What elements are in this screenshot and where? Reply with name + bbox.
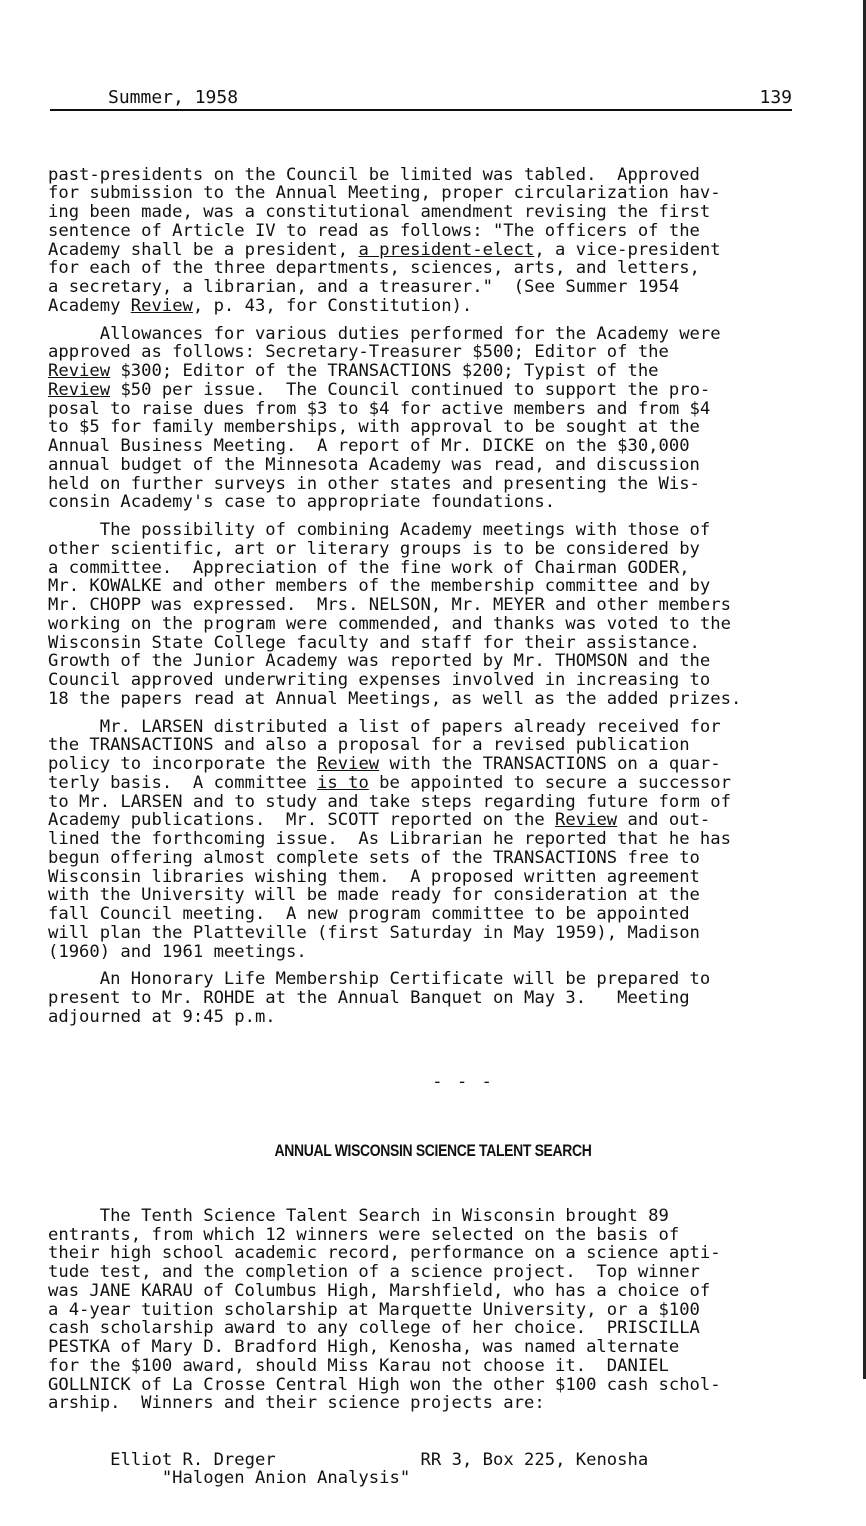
text-line <box>48 615 818 634</box>
section-separator: - - - <box>432 1072 494 1092</box>
text-run: The Tenth Science Talent Search in Wisconsin brought 89 <box>48 1205 669 1226</box>
text-line <box>48 652 818 671</box>
talent-search-paragraph <box>48 1207 818 1413</box>
text-run: and out- <box>617 810 711 831</box>
text-run: annual budget of the Minnesota Academy was read, and discussion <box>48 454 700 475</box>
text-line <box>48 736 818 755</box>
indent <box>48 1450 110 1470</box>
text-line <box>48 849 818 868</box>
text-line <box>48 540 818 559</box>
text-run: Academy shall be a president, <box>48 239 359 260</box>
text-line <box>48 475 818 494</box>
header-rule <box>50 109 792 111</box>
text-run: (1960) and 1961 meetings. <box>48 941 307 962</box>
paragraph <box>48 970 818 1026</box>
text-run: other scientific, art or literary groups is to be considered by <box>48 538 700 559</box>
indent <box>48 1468 162 1488</box>
text-run: the TRANSACTIONS and also a proposal for a revised publication <box>48 735 690 756</box>
text-run: Growth of the Junior Academy was reported by Mr. THOMSON and the <box>48 651 711 672</box>
text-run: Annual Business Meeting. A report of Mr. DICKE on the $30,000 <box>48 436 690 456</box>
text-run: PESTKA of Mary D. Bradford High, Kenosha, was named alternate <box>48 1337 680 1357</box>
winner-name: Elliot R. Dreger <box>110 1449 276 1470</box>
paragraph <box>48 166 818 316</box>
text-run: lined the forthcoming issue. As Librarian he reported that he has <box>48 829 731 849</box>
underlined-text: a president-elect <box>358 239 535 260</box>
underlined-text: Review <box>130 295 193 316</box>
text-line <box>48 596 818 615</box>
text-run: Mr. CHOPP was expressed. Mrs. NELSON, Mr. MEYER and other members <box>48 595 731 615</box>
text-line <box>48 222 818 241</box>
text-line <box>48 259 818 278</box>
text-line <box>48 634 818 653</box>
text-run: Wisconsin libraries wishing them. A proposed written agreement <box>48 866 700 887</box>
text-run: adjourned at 9:45 p.m. <box>48 1006 276 1027</box>
paragraph <box>48 718 818 962</box>
text-run: for each of the three departments, sciences, arts, and letters, <box>48 258 700 279</box>
text-line <box>48 1394 818 1413</box>
text-run: arship. Winners and their science projects are: <box>48 1393 545 1414</box>
text-run: Academy publications. Mr. SCOTT reported on the <box>48 810 556 831</box>
text-run: Mr. LARSEN distributed a list of papers already received for <box>48 716 721 737</box>
paragraph <box>48 521 818 709</box>
text-run: for submission to the Annual Meeting, proper circularization hav- <box>48 183 721 204</box>
text-line <box>48 1376 818 1395</box>
text-line <box>48 1319 818 1338</box>
text-run: a secretary, a librarian, and a treasurer." (See Summer 1954 <box>48 277 680 297</box>
text-line <box>48 241 818 260</box>
text-run: to Mr. LARSEN and to study and take steps regarding future form of <box>48 791 731 812</box>
text-line <box>48 1263 818 1282</box>
text-line <box>48 381 818 400</box>
text-line <box>48 830 818 849</box>
text-run: Academy <box>48 295 131 316</box>
column-gap <box>276 1450 421 1470</box>
council-minutes <box>48 166 818 1027</box>
text-run: past-presidents on the Council be limited was tabled. Approved <box>48 164 700 185</box>
text-run: , p. 43, for Constitution). <box>192 295 473 316</box>
text-run: held on further surveys in other states and presenting the Wis- <box>48 473 700 494</box>
text-run: approved as follows: Secretary-Treasurer $500; Editor of the <box>48 342 669 363</box>
text-run: sentence of Article IV to read as follows: "The officers of the <box>48 220 700 241</box>
underlined-text: Review <box>48 361 111 381</box>
text-line <box>48 1301 818 1320</box>
text-line <box>48 943 818 962</box>
text-line <box>48 793 818 812</box>
text-line <box>48 1244 818 1263</box>
text-line <box>48 1338 818 1357</box>
text-line <box>48 868 818 887</box>
text-run: their high school academic record, performance on a science apti- <box>48 1243 721 1264</box>
text-run: Mr. KOWALKE and other members of the membership committee and by <box>48 576 711 597</box>
page-number: 139 <box>759 87 792 108</box>
text-line <box>48 362 818 381</box>
text-line <box>48 400 818 419</box>
text-line <box>48 325 818 344</box>
text-run: working on the program were commended, and thanks was voted to the <box>48 613 731 634</box>
text-line <box>48 1207 818 1226</box>
text-line <box>48 755 818 774</box>
text-line <box>48 1357 818 1376</box>
winner-address: RR 3, Box 225, Kenosha <box>420 1449 649 1470</box>
paragraph <box>48 325 818 513</box>
text-line <box>48 924 818 943</box>
body-text <box>48 128 818 1526</box>
text-run: a 4-year tuition scholarship at Marquette University, or a $100 <box>48 1299 700 1320</box>
text-line <box>48 418 818 437</box>
text-line <box>48 1008 818 1027</box>
text-line <box>48 203 818 222</box>
text-run: was JANE KARAU of Columbus High, Marshfield, who has a choice of <box>48 1280 711 1301</box>
text-line <box>48 970 818 989</box>
text-line <box>48 886 818 905</box>
text-line <box>48 1282 818 1301</box>
text-line <box>48 690 818 709</box>
text-line <box>48 184 818 203</box>
text-line <box>48 493 818 512</box>
text-line <box>48 905 818 924</box>
text-run: policy to incorporate the <box>48 754 318 774</box>
text-run: ing been made, was a constitutional amendment revising the first <box>48 202 711 222</box>
section-title: ANNUAL WISCONSIN SCIENCE TALENT SEARCH <box>274 1141 592 1161</box>
underlined-text: is to <box>317 772 369 793</box>
text-line <box>48 989 818 1008</box>
text-line <box>48 671 818 690</box>
text-line <box>48 559 818 578</box>
underlined-text: Review <box>555 810 618 831</box>
text-run: tude test, and the completion of a science project. Top winner <box>48 1262 700 1282</box>
text-run: The possibility of combining Academy meetings with those of <box>48 520 711 540</box>
text-run: Council approved underwriting expenses involved in increasing to <box>48 670 711 690</box>
text-line <box>48 343 818 362</box>
text-run: begun offering almost complete sets of the TRANSACTIONS free to <box>48 847 700 868</box>
text-run: entrants, from which 12 winners were selected on the basis of <box>48 1224 680 1245</box>
text-run: Allowances for various duties performed for the Academy were <box>48 323 721 344</box>
winner-entry <box>48 1451 818 1470</box>
text-line <box>48 278 818 297</box>
text-run: $300; Editor of the TRANSACTIONS $200; Typist of the <box>110 361 659 381</box>
text-run: posal to raise dues from $3 to $4 for active members and from $4 <box>48 398 711 419</box>
text-run: present to Mr. ROHDE at the Annual Banquet on May 3. Meeting <box>48 988 690 1008</box>
text-run: to $5 for family memberships, with approval to be sought at the <box>48 417 700 438</box>
text-line <box>48 811 818 830</box>
text-run: , a vice-president <box>534 239 721 260</box>
text-run: fall Council meeting. A new program committee to be appointed <box>48 904 690 924</box>
text-run: terly basis. A committee <box>48 772 318 793</box>
text-line <box>48 166 818 185</box>
text-run: be appointed to secure a successor <box>368 772 731 793</box>
text-run: consin Academy's case to appropriate foundations. <box>48 492 556 513</box>
text-run: with the TRANSACTIONS on a quar- <box>379 754 721 774</box>
text-line <box>48 1226 818 1245</box>
text-run: GOLLNICK of La Crosse Central High won the other $100 cash schol- <box>48 1374 721 1395</box>
text-line <box>48 297 818 316</box>
issue-date: Summer, 1958 <box>108 87 239 108</box>
text-run: Wisconsin State College faculty and staff for their assistance. <box>48 632 700 653</box>
text-run: 18 the papers read at Annual Meetings, as well as the added prizes. <box>48 688 742 709</box>
winners-list <box>48 1451 818 1489</box>
winner-project: "Halogen Anion Analysis" <box>161 1468 411 1489</box>
text-run: a committee. Appreciation of the fine work of Chairman GODER, <box>48 557 690 578</box>
text-run: An Honorary Life Membership Certificate will be prepared to <box>48 969 711 990</box>
text-run: will plan the Platteville (first Saturday in May 1959), Madison <box>48 922 700 943</box>
text-run: cash scholarship award to any college of her choice. PRISCILLA <box>48 1318 700 1339</box>
underlined-text: Review <box>317 754 380 774</box>
text-run: for the $100 award, should Miss Karau not choose it. DANIEL <box>48 1355 669 1376</box>
text-line <box>48 521 818 540</box>
underlined-text: Review <box>48 379 111 400</box>
text-line <box>48 718 818 737</box>
text-line <box>48 456 818 475</box>
text-run: $50 per issue. The Council continued to support the pro- <box>110 379 711 400</box>
text-line <box>48 437 818 456</box>
winner-project-line <box>48 1469 818 1488</box>
text-line <box>48 774 818 793</box>
text-run: with the University will be made ready for consideration at the <box>48 885 700 906</box>
text-line <box>48 577 818 596</box>
